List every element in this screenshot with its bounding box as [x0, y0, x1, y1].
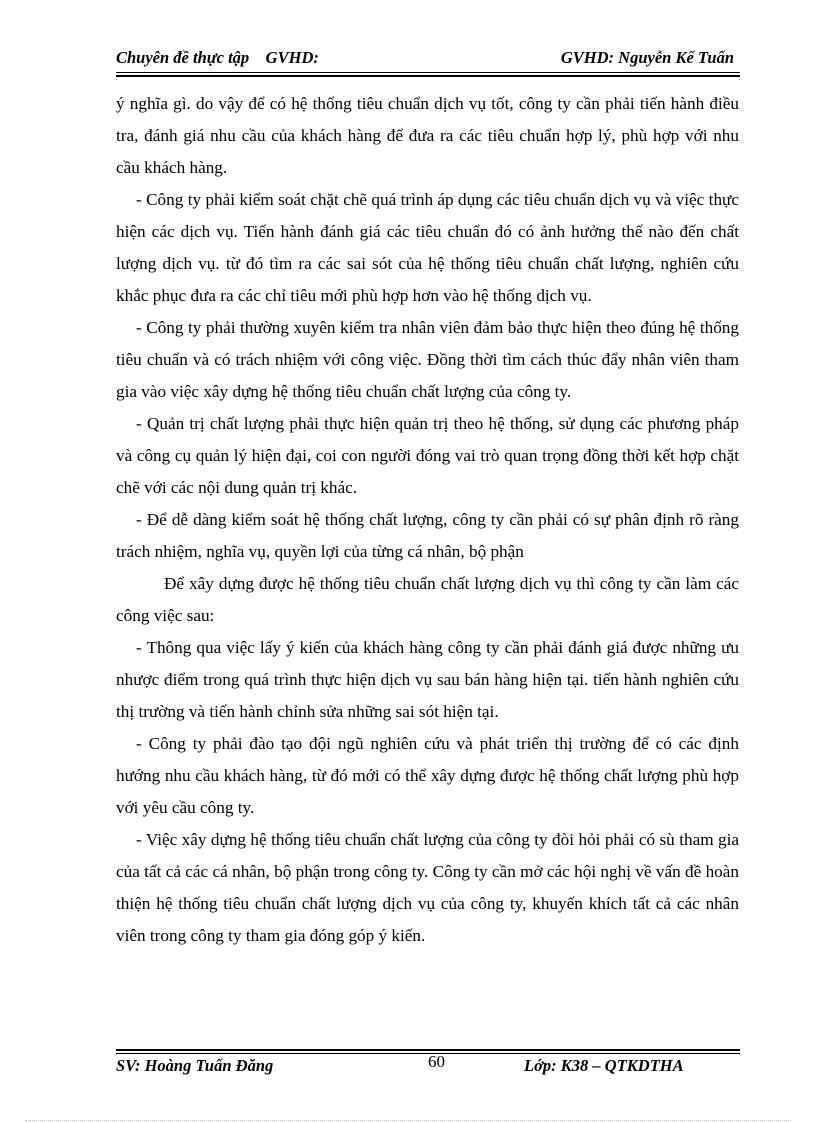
document-body	[116, 88, 739, 952]
header-supervisor: GVHD: Nguyễn Kế Tuấn	[560, 48, 734, 67]
page-edge-divider	[25, 1120, 791, 1121]
header-rule-thin	[116, 72, 740, 73]
page-header	[116, 48, 740, 72]
paragraph: - Quản trị chất lượng phải thực hiện quản trị theo hệ thống, sử dụng các phương pháp và công cụ quản lý hiện đại, coi con người đóng vai trò quan trọng đồng thời kết hợp chặt chẽ với các nội dung quản trị khác.	[116, 414, 739, 497]
header-rule-thick	[116, 75, 740, 77]
paragraph: Để xây dựng được hệ thống tiêu chuẩn chất lượng dịch vụ thì công ty cần làm các công việc sau:	[116, 574, 739, 625]
paragraph: - Việc xây dựng hệ thống tiêu chuẩn chất lượng của công ty đòi hỏi phải có sù tham gia của tất cả các cá nhân, bộ phận trong công ty. Công ty cần mở các hội nghị về vấn đề hoàn thiện hệ thống tiêu chuẩn chất lượng dịch vụ của công ty, khuyến khích tất cả các nhân viên trong công ty tham gia đóng góp ý kiến.	[116, 830, 739, 945]
header-left-title: Chuyên đề thực tập GVHD:	[116, 48, 319, 67]
paragraph: ý nghĩa gì. do vậy để có hệ thống tiêu chuẩn dịch vụ tốt, công ty cần phải tiến hành điều tra, đánh giá nhu cầu của khách hàng để đưa ra các tiêu chuẩn hợp lý, phù hợp với nhu cầu khách hàng.	[116, 94, 739, 177]
paragraph: - Công ty phải thường xuyên kiểm tra nhân viên đảm bảo thực hiện theo đúng hệ thống tiêu chuẩn và có trách nhiệm với công việc. Đồng thời tìm cách thúc đẩy nhân viên tham gia vào việc xây dựng hệ thống tiêu chuẩn chất lượng của công ty.	[116, 318, 739, 401]
page-footer	[116, 1054, 740, 1080]
paragraph: - Công ty phải kiểm soát chặt chẽ quá trình áp dụng các tiêu chuẩn dịch vụ và việc thực hiện các dịch vụ. Tiến hành đánh giá các tiêu chuẩn đó có ảnh hưởng thế nào đến chất lượng dịch vụ. từ đó tìm ra các sai sót của hệ thống tiêu chuẩn chất lượng, nghiên cứu khắc phục đưa ra các chỉ tiêu mới phù hợp hơn vào hệ thống dịch vụ.	[116, 190, 739, 305]
paragraph: - Để dễ dàng kiểm soát hệ thống chất lượng, công ty cần phải có sự phân định rõ ràng trách nhiệm, nghĩa vụ, quyền lợi của từng cá nhân, bộ phận	[116, 510, 739, 561]
footer-student: SV: Hoàng Tuấn Đăng	[116, 1056, 274, 1075]
footer-class: Lớp: K38 – QTKDTHA	[524, 1056, 684, 1075]
paragraph: - Thông qua việc lấy ý kiến của khách hàng công ty cần phải đánh giá được những ưu nhược điểm trong quá trình thực hiện dịch vụ sau bán hàng hiện tại. tiến hành nghiên cứu thị trường và tiến hành chỉnh sửa những sai sót hiện tại.	[116, 638, 739, 721]
footer-rule-thick	[116, 1049, 740, 1051]
page-number: 60	[428, 1052, 445, 1071]
paragraph: - Công ty phải đào tạo đội ngũ nghiên cứu và phát triển thị trường để có các định hướng nhu cầu khách hàng, từ đó mới có thể xây dựng được hệ thống chất lượng phù hợp với yêu cầu công ty.	[116, 734, 739, 817]
